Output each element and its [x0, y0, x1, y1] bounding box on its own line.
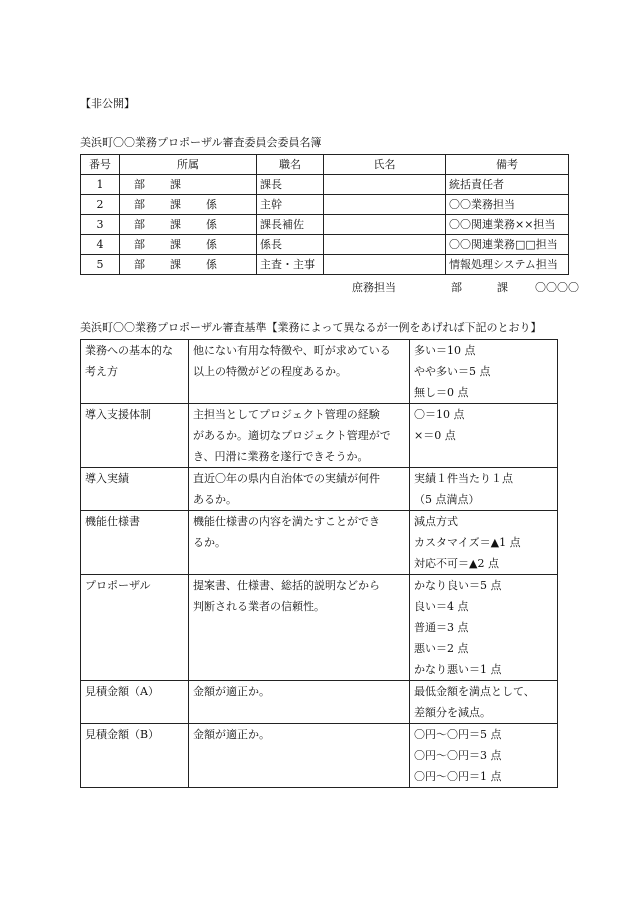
- criteria-description-line: 提案書、仕様書、総括的説明などから: [193, 579, 380, 592]
- criteria-item-line: プロポーザル: [85, 579, 151, 592]
- criteria-item-line: 業務への基本的な: [85, 344, 173, 357]
- criteria-score-line: 差額分を減点。: [414, 706, 491, 719]
- admin-role: 庶務担当: [352, 281, 396, 294]
- member-department: [120, 195, 257, 215]
- department-part: 部: [134, 258, 145, 271]
- criteria-score: [410, 575, 558, 681]
- member-name: [324, 255, 446, 275]
- criteria-score-line: ×＝0 点: [414, 429, 456, 442]
- criteria-description-line: 主担当としてプロジェクト管理の経験: [193, 408, 380, 421]
- member-number: 4: [81, 235, 120, 255]
- department-part: 課: [170, 258, 181, 271]
- department-part: 課: [170, 218, 181, 231]
- admin-contact: [352, 281, 579, 295]
- header-note: 備考: [446, 155, 569, 175]
- department-part: 課: [170, 198, 181, 211]
- member-note: 〇〇業務担当: [446, 195, 569, 215]
- criteria-description-line: き、円滑に業務を遂行できそうか。: [193, 450, 369, 463]
- criteria-score-line: かなり良い＝5 点: [414, 579, 502, 592]
- criteria-item-line: 見積金額（B）: [85, 728, 160, 741]
- table-row: [81, 468, 558, 511]
- criteria-score-line: 〇円～〇円＝3 点: [414, 749, 502, 762]
- criteria-description: [189, 404, 410, 468]
- table-row: [81, 195, 569, 215]
- header-position: 職名: [257, 155, 324, 175]
- criteria-score-line: カスタマイズ＝▲1 点: [414, 536, 521, 549]
- criteria-score: [410, 340, 558, 404]
- member-position: 課長補佐: [257, 215, 324, 235]
- member-note: 〇〇関連業務□□担当: [446, 235, 569, 255]
- member-list-table: [80, 154, 569, 275]
- criteria-score-line: 〇＝10 点: [414, 408, 465, 421]
- criteria-description: [189, 340, 410, 404]
- criteria-score-line: 実績１件当たり１点: [414, 472, 513, 485]
- criteria-description-line: 直近〇年の県内自治体での実績が何件: [193, 472, 380, 485]
- criteria-score-line: 普通＝3 点: [414, 621, 469, 634]
- table-header-row: [81, 155, 569, 175]
- admin-dept: 部: [451, 281, 462, 294]
- member-department: [120, 215, 257, 235]
- member-name: [324, 175, 446, 195]
- criteria-score-line: 減点方式: [414, 515, 458, 528]
- criteria-description-line: 金額が適正か。: [193, 728, 270, 741]
- criteria-score-line: 対応不可＝▲2 点: [414, 557, 499, 570]
- member-number: 3: [81, 215, 120, 235]
- member-department: [120, 235, 257, 255]
- admin-section: 課: [497, 281, 508, 294]
- member-number: 5: [81, 255, 120, 275]
- criteria-item: [81, 681, 189, 724]
- member-list-title: 美浜町〇〇業務プロポーザル審査委員会委員名簿: [80, 136, 322, 149]
- criteria-description-line: るか。: [193, 536, 226, 549]
- header-department: 所属: [120, 155, 257, 175]
- criteria-table: [80, 339, 558, 788]
- criteria-item-line: 考え方: [85, 365, 118, 378]
- criteria-score-line: かなり悪い＝1 点: [414, 663, 502, 676]
- criteria-score-line: 良い＝4 点: [414, 600, 469, 613]
- table-row: [81, 175, 569, 195]
- criteria-description-line: があるか。適切なプロジェクト管理がで: [193, 429, 391, 442]
- criteria-description-line: 判断される業者の信頼性。: [193, 600, 325, 613]
- confidential-label: 【非公開】: [80, 97, 135, 110]
- table-row: [81, 255, 569, 275]
- member-position: 課長: [257, 175, 324, 195]
- criteria-score-line: 最低金額を満点として、: [414, 685, 535, 698]
- criteria-description: [189, 468, 410, 511]
- criteria-description-line: あるか。: [193, 493, 237, 506]
- table-row: [81, 724, 558, 788]
- criteria-item-line: 機能仕様書: [85, 515, 140, 528]
- member-position: 係長: [257, 235, 324, 255]
- criteria-description-line: 他にない有用な特徴や、町が求めている: [193, 344, 391, 357]
- criteria-score: [410, 681, 558, 724]
- member-name: [324, 195, 446, 215]
- department-part: 部: [134, 178, 145, 191]
- department-part: 係: [206, 198, 217, 211]
- table-row: [81, 404, 558, 468]
- criteria-item: [81, 468, 189, 511]
- member-name: [324, 215, 446, 235]
- department-part: 係: [206, 238, 217, 251]
- criteria-score-line: 無し＝0 点: [414, 386, 469, 399]
- department-part: 係: [206, 218, 217, 231]
- criteria-score-line: 〇円～〇円＝1 点: [414, 770, 502, 783]
- criteria-item: [81, 404, 189, 468]
- criteria-item: [81, 511, 189, 575]
- member-note: 統括責任者: [446, 175, 569, 195]
- criteria-item: [81, 340, 189, 404]
- criteria-score: [410, 511, 558, 575]
- criteria-item-line: 導入支援体制: [85, 408, 151, 421]
- criteria-description-line: 金額が適正か。: [193, 685, 270, 698]
- department-part: 部: [134, 198, 145, 211]
- member-department: [120, 175, 257, 195]
- criteria-description-line: 機能仕様書の内容を満たすことができ: [193, 515, 380, 528]
- member-position: 主査・主事: [257, 255, 324, 275]
- table-row: [81, 511, 558, 575]
- member-number: 1: [81, 175, 120, 195]
- member-note: 〇〇関連業務××担当: [446, 215, 569, 235]
- table-row: [81, 340, 558, 404]
- criteria-title: 美浜町〇〇業務プロポーザル審査基準【業務によって異なるが一例をあげれば下記のとおり】: [80, 321, 542, 334]
- criteria-score-line: 悪い＝2 点: [414, 642, 469, 655]
- criteria-score: [410, 724, 558, 788]
- member-name: [324, 235, 446, 255]
- criteria-score-line: 多い＝10 点: [414, 344, 476, 357]
- member-position: 主幹: [257, 195, 324, 215]
- criteria-description: [189, 511, 410, 575]
- member-number: 2: [81, 195, 120, 215]
- criteria-description-line: 以上の特徴がどの程度あるか。: [193, 365, 347, 378]
- header-number: 番号: [81, 155, 120, 175]
- criteria-score-line: やや多い＝5 点: [414, 365, 491, 378]
- criteria-item: [81, 575, 189, 681]
- department-part: 部: [134, 218, 145, 231]
- criteria-item-line: 導入実績: [85, 472, 129, 485]
- member-note: 情報処理システム担当: [446, 255, 569, 275]
- criteria-item: [81, 724, 189, 788]
- criteria-score-line: （5 点満点）: [414, 493, 480, 506]
- admin-name: 〇〇〇〇: [535, 281, 579, 294]
- table-row: [81, 681, 558, 724]
- criteria-description: [189, 724, 410, 788]
- criteria-score: [410, 468, 558, 511]
- criteria-description: [189, 575, 410, 681]
- criteria-score: [410, 404, 558, 468]
- criteria-description: [189, 681, 410, 724]
- criteria-score-line: 〇円～〇円＝5 点: [414, 728, 502, 741]
- table-row: [81, 215, 569, 235]
- header-name: 氏名: [324, 155, 446, 175]
- department-part: 係: [206, 258, 217, 271]
- table-row: [81, 575, 558, 681]
- member-department: [120, 255, 257, 275]
- department-part: 課: [170, 238, 181, 251]
- department-part: 部: [134, 238, 145, 251]
- department-part: 課: [170, 178, 181, 191]
- table-row: [81, 235, 569, 255]
- criteria-item-line: 見積金額（A）: [85, 685, 159, 698]
